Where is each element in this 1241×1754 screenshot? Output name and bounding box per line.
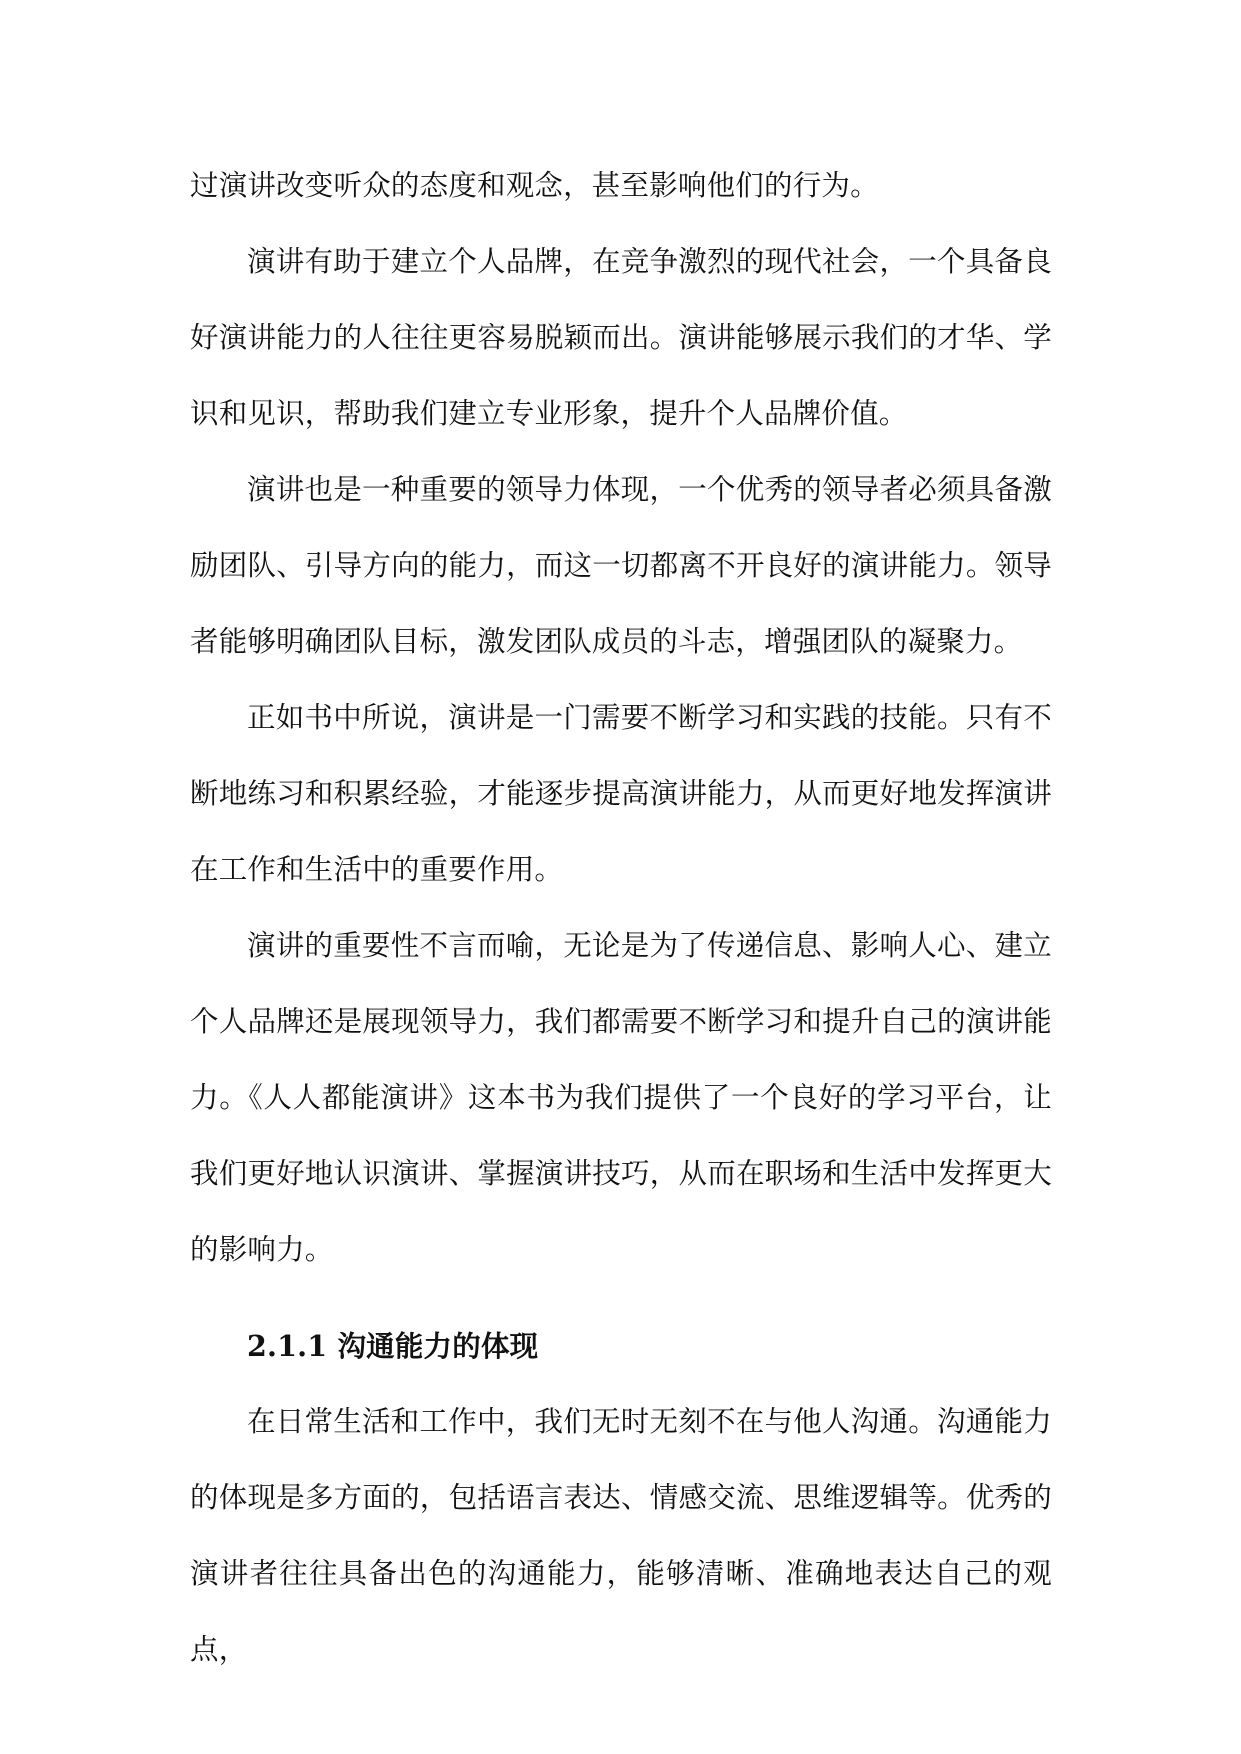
section-paragraph: 在日常生活和工作中，我们无时无刻不在与他人沟通。沟通能力的体现是多方面的，包括语言表达、情感交流、思维逻辑等。优秀的演讲者往往具备出色的沟通能力，能够清晰、准确地表达自己的观点， [190,1405,1052,1666]
body-paragraph-continuation: 过演讲改变听众的态度和观念，甚至影响他们的行为。 [190,169,879,202]
body-paragraph: 演讲的重要性不言而喻，无论是为了传递信息、影响人心、建立个人品牌还是展现领导力，我们都需要不断学习和提升自己的演讲能力。《人人都能演讲》这本书为我们提供了一个良好的学习平台，让我们更好地认识演讲、掌握演讲技巧，从而在职场和生活中发挥更大的影响力。 [190,929,1052,1266]
body-paragraph: 正如书中所说，演讲是一门需要不断学习和实践的技能。只有不断地练习和积累经验，才能逐步提高演讲能力，从而更好地发挥演讲在工作和生活中的重要作用。 [190,701,1052,886]
document-body [190,148,1052,1688]
section-heading: 2.1.1 沟通能力的体现 [247,1329,539,1363]
body-paragraph: 演讲有助于建立个人品牌，在竞争激烈的现代社会，一个具备良好演讲能力的人往往更容易脱颖而出。演讲能够展示我们的才华、学识和见识，帮助我们建立专业形象，提升个人品牌价值。 [190,245,1052,430]
body-paragraph: 演讲也是一种重要的领导力体现，一个优秀的领导者必须具备激励团队、引导方向的能力，而这一切都离不开良好的演讲能力。领导者能够明确团队目标，激发团队成员的斗志，增强团队的凝聚力。 [190,473,1052,658]
